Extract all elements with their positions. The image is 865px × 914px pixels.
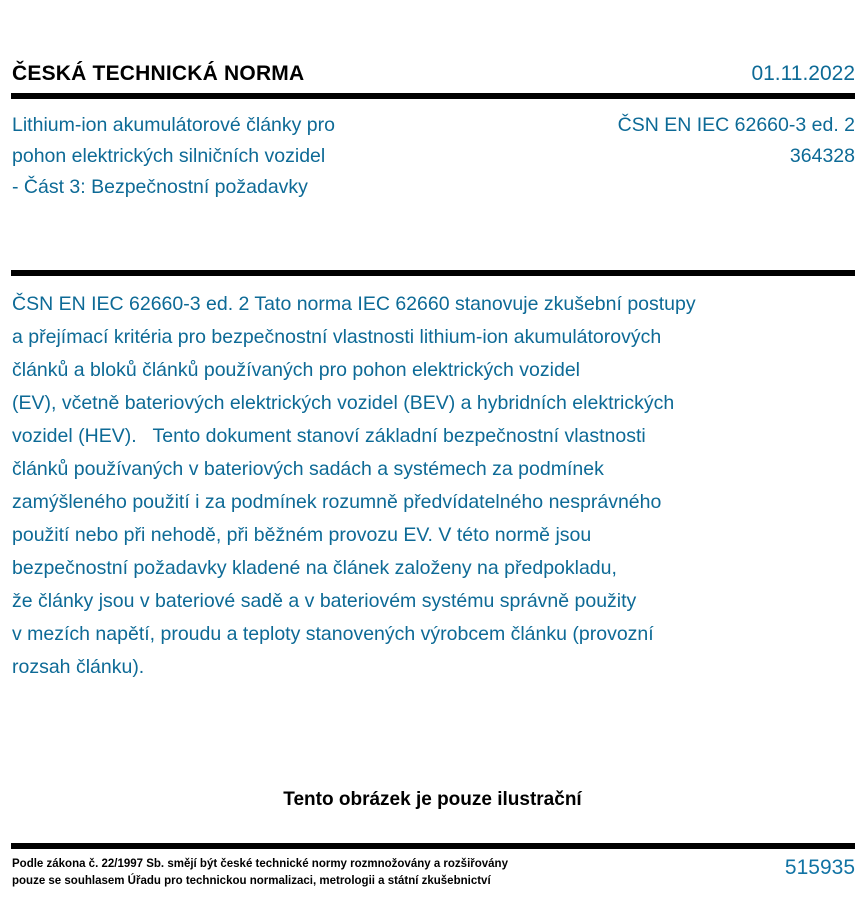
copyright-line: pouze se souhlasem Úřadu pro technickou normalizaci, metrologii a státní zkušebnictví bbox=[12, 875, 491, 887]
abstract-line: použití nebo při nehodě, při běžném provozu EV. V této normě jsou bbox=[12, 524, 592, 546]
abstract-line: (EV), včetně bateriových elektrických vozidel (BEV) a hybridních elektrických bbox=[12, 392, 675, 414]
abstract-line: v mezích napětí, proudu a teploty stanovených výrobcem článku (provozní bbox=[12, 623, 654, 645]
publication-date: 01.11.2022 bbox=[751, 62, 855, 85]
abstract-line: článků používaných v bateriových sadách a systémech za podmínek bbox=[12, 458, 604, 480]
abstract-line: vozidel (HEV). Tento dokument stanoví základní bezpečnostní vlastnosti bbox=[12, 425, 646, 447]
abstract-divider-rule bbox=[11, 270, 855, 276]
standard-title-line: Lithium-ion akumulátorové články pro bbox=[12, 114, 335, 136]
copyright-line: Podle zákona č. 22/1997 Sb. smějí být české technické normy rozmnožovány a rozšiřovány bbox=[12, 858, 508, 870]
footer-divider-rule bbox=[11, 843, 855, 849]
classification-number: 364328 bbox=[789, 145, 855, 167]
catalog-number: 515935 bbox=[784, 856, 855, 879]
standard-title bbox=[12, 110, 335, 203]
abstract-line: ČSN EN IEC 62660-3 ed. 2 Tato norma IEC 62660 stanovuje zkušební postupy bbox=[12, 293, 696, 315]
document-header bbox=[12, 62, 855, 86]
standard-code: ČSN EN IEC 62660-3 ed. 2 bbox=[617, 114, 855, 136]
standard-title-line: pohon elektrických silničních vozidel bbox=[12, 145, 326, 167]
abstract-line: zamýšleného použití i za podmínek rozumně předvídatelného nesprávného bbox=[12, 491, 662, 513]
title-block bbox=[12, 110, 855, 203]
abstract-line: že články jsou v bateriové sadě a v bateriovém systému správně použity bbox=[12, 590, 637, 612]
illustration-note: Tento obrázek je pouze ilustrační bbox=[283, 789, 582, 810]
abstract-line: rozsah článku). bbox=[12, 656, 145, 678]
copyright-notice bbox=[12, 856, 508, 890]
abstract-text bbox=[12, 288, 852, 684]
standard-title-line: - Část 3: Bezpečnostní požadavky bbox=[12, 176, 308, 198]
abstract-line: článků a bloků článků používaných pro pohon elektrických vozidel bbox=[12, 359, 580, 381]
document-type-heading: ČESKÁ TECHNICKÁ NORMA bbox=[12, 62, 305, 85]
header-divider-rule bbox=[11, 93, 855, 99]
document-footer bbox=[12, 856, 855, 890]
standard-designation bbox=[618, 110, 855, 172]
abstract-line: a přejímací kritéria pro bezpečnostní vlastnosti lithium-ion akumulátorových bbox=[12, 326, 662, 348]
abstract-line: bezpečnostní požadavky kladené na článek založeny na předpokladu, bbox=[12, 557, 617, 579]
